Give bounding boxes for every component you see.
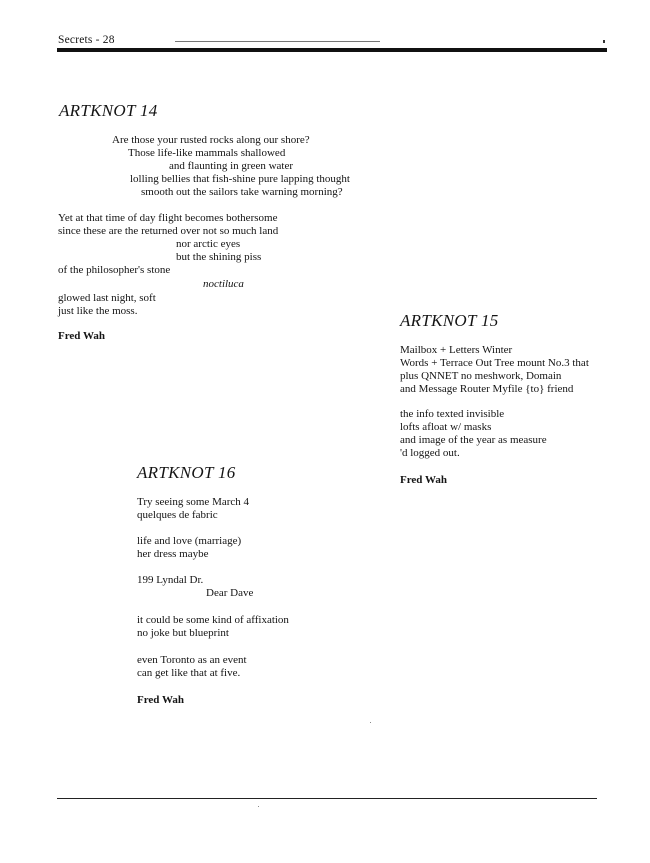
poem-line: quelques de fabric [137, 509, 218, 521]
poem-line: 199 Lyndal Dr. [137, 574, 204, 586]
poem-line: of the philosopher's stone [58, 264, 171, 276]
poem-line: but the shining piss [176, 251, 262, 263]
poem-line: Try seeing some March 4 [137, 496, 250, 508]
poem-title-artknot-15: ARTKNOT 15 [400, 311, 499, 330]
poem-line: just like the moss. [58, 305, 138, 317]
poem-line: Those life-like mammals shallowed [128, 147, 286, 159]
poem-line: no joke but blueprint [137, 627, 229, 639]
header-rule [57, 48, 607, 52]
poem-line: life and love (marriage) [137, 535, 242, 547]
poem-line: plus QNNET no meshwork, Domain [400, 370, 562, 382]
poem-line: since these are the returned over not so much land [58, 225, 279, 237]
poem-author: Fred Wah [400, 474, 447, 486]
poem-line: lolling bellies that fish-shine pure lapping thought [130, 173, 350, 185]
poem-title-artknot-14: ARTKNOT 14 [59, 101, 158, 120]
poem-line: even Toronto as an event [137, 654, 247, 666]
header-hairline [175, 41, 380, 42]
poem-line: smooth out the sailors take warning morning? [141, 186, 343, 198]
running-head: Secrets - 28 [58, 34, 115, 46]
poem-line: can get like that at five. [137, 667, 241, 679]
poem-line: 'd logged out. [400, 447, 460, 459]
poem-author: Fred Wah [58, 330, 105, 342]
poem-line: Are those your rusted rocks along our shore? [112, 134, 310, 146]
poem-line: the info texted invisible [400, 408, 505, 420]
footer-rule [57, 798, 597, 799]
poem-line: nor arctic eyes [176, 238, 241, 250]
scan-speck [370, 722, 371, 723]
poem-line: lofts afloat w/ masks [400, 421, 492, 433]
poem-title-artknot-16: ARTKNOT 16 [137, 463, 236, 482]
header-mark [603, 40, 605, 43]
poem-line: glowed last night, soft [58, 292, 156, 304]
poem-line: Yet at that time of day flight becomes bothersome [58, 212, 278, 224]
poem-line: and image of the year as measure [400, 434, 547, 446]
scan-speck [258, 806, 259, 807]
poem-author: Fred Wah [137, 694, 184, 706]
poem-line: her dress maybe [137, 548, 209, 560]
poem-line: it could be some kind of affixation [137, 614, 289, 626]
poem-line: Dear Dave [206, 587, 254, 599]
poem-line-italic: noctiluca [203, 278, 244, 290]
poem-line: Mailbox + Letters Winter [400, 344, 513, 356]
poem-line: Words + Terrace Out Tree mount No.3 that [400, 357, 589, 369]
poem-line: and Message Router Myfile {to} friend [400, 383, 574, 395]
poem-line: and flaunting in green water [169, 160, 294, 172]
